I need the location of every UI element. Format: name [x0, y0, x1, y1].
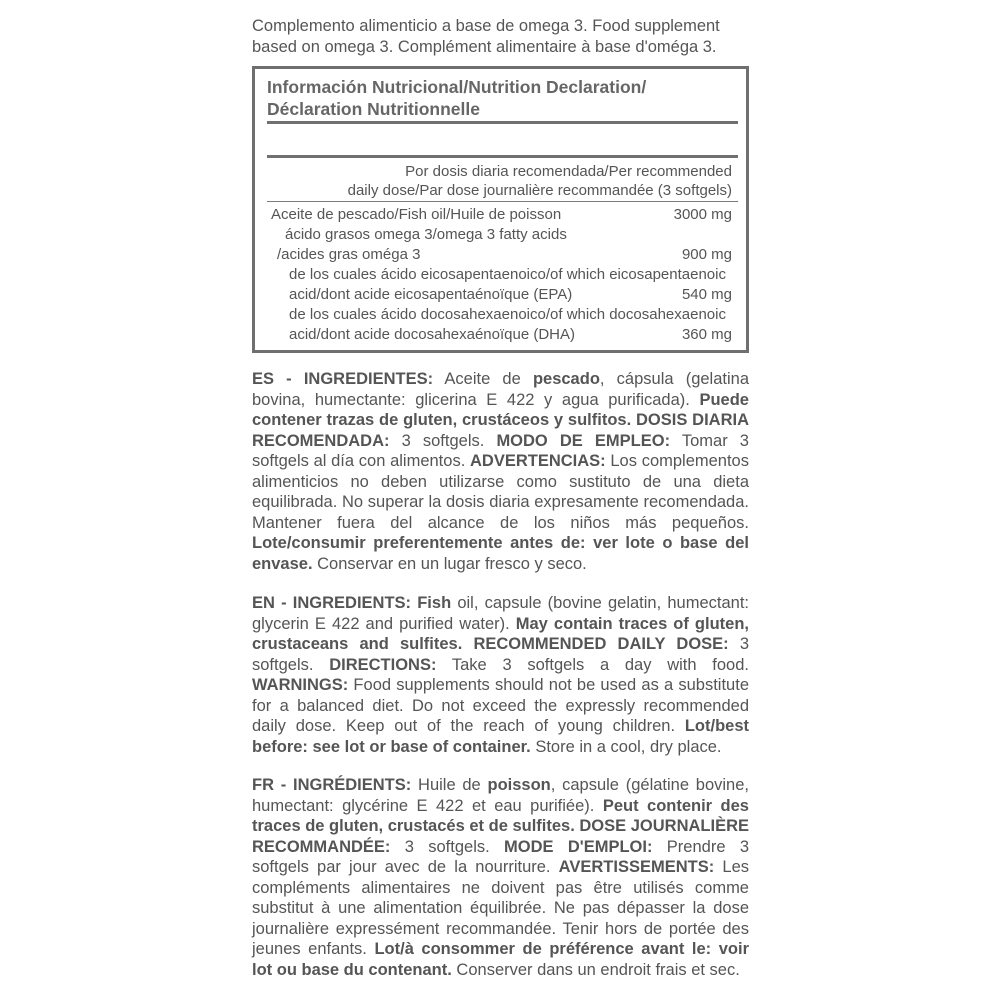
- text-segment: Aceite de: [433, 370, 533, 388]
- nutrient-value: 900 mg: [681, 246, 732, 263]
- text-segment: 3 softgels.: [252, 635, 749, 674]
- text-segment: Lot/à consommer de préférence avant le: voir lot ou base du contenant.: [252, 940, 750, 979]
- header-rule: [267, 155, 738, 158]
- text-segment: ES - INGREDIENTES:: [252, 370, 434, 388]
- text-segment: WARNINGS:: [252, 676, 349, 694]
- text-segment: , capsule (gélatine bovine, humectant: glycérine E 422 et eau purifiée).: [252, 776, 749, 815]
- french-ingredients-paragraph: [252, 775, 749, 980]
- per-dose-rule: [267, 201, 738, 202]
- nutrient-label-line1: ácido grasos omega 3/omega 3 fatty acids: [285, 226, 567, 243]
- text-segment: FR - INGRÉDIENTS:: [252, 776, 412, 794]
- per-dose-header: [348, 162, 732, 200]
- nutrient-value: 540 mg: [681, 286, 732, 303]
- text-segment: , cápsula (gelatina bovina, humectante: glicerina E 422 y agua purificada).: [252, 370, 750, 409]
- text-segment: Conserver dans un endroit frais et sec.: [451, 960, 740, 979]
- nutrient-row-epa: [289, 265, 732, 305]
- text-segment: Prendre 3 softgels par jour avec de la nourriture.: [252, 837, 750, 876]
- title-rule: [267, 121, 738, 124]
- text-segment: Take 3 softgels a day with food.: [436, 655, 749, 674]
- text-segment: Tomar 3 softgels al día con alimentos.: [252, 431, 749, 470]
- text-segment: AVERTISSEMENTS:: [558, 858, 715, 876]
- text-segment: Los complementos alimenticios no deben utilizarse como sustituto de una dieta equilibrada. No superar la dosis diaria expresamente recomendada. Mantener fuera del alcance de los niños más pequeños.: [252, 452, 749, 532]
- text-segment: Conservar en un lugar fresco y seco.: [312, 554, 587, 573]
- text-segment: Lote/consumir preferentemente antes de: ver lote o base del envase.: [252, 534, 749, 573]
- nutrient-label-line2: /acides gras oméga 3: [277, 246, 421, 263]
- text-segment: MODO DE EMPLEO:: [496, 431, 671, 450]
- text-segment: oil, capsule (bovine gelatin, humectant: glycerin E 422 and purified water).: [252, 594, 750, 633]
- per-dose-line1: Por dosis diaria recomendada/Per recommended: [405, 163, 732, 180]
- nutrient-row-omega3: [277, 225, 732, 265]
- nutrient-value: 360 mg: [681, 326, 732, 343]
- text-segment: 3 softgels.: [390, 837, 505, 856]
- per-dose-line2: daily dose/Par dose journalière recommandée (3 softgels): [347, 182, 732, 199]
- text-segment: Lot/best before: see lot or base of container.: [252, 717, 749, 756]
- english-ingredients-paragraph: [252, 593, 749, 757]
- nutrient-value: 3000 mg: [673, 206, 732, 223]
- nutrient-label-line2: acid/dont acide docosahexaénoïque (DHA): [289, 326, 576, 343]
- nutrient-row-fish-oil: [271, 205, 732, 225]
- spanish-ingredients-paragraph: [252, 369, 749, 574]
- text-segment: Store in a cool, dry place.: [530, 737, 722, 756]
- text-segment: Huile de: [411, 776, 488, 794]
- intro-text: Complemento alimenticio a base de omega 3. Food supplement based on omega 3. Complément alimentaire à base d'oméga 3.: [252, 17, 720, 56]
- text-segment: pescado: [532, 370, 600, 388]
- text-segment: Puede contener trazas de gluten, crustáceos y sulfitos. DOSIS DIARIA RECOMENDADA:: [252, 390, 749, 450]
- nutrition-title-line2: Déclaration Nutritionnelle: [267, 99, 480, 119]
- text-segment: DIRECTIONS:: [329, 655, 437, 674]
- text-segment: Les compléments alimentaires ne doivent pas être utilisés comme substitut à une alimentation équilibrée. Ne pas dépasser la dose journalière expressément recommandée. Tenir hors de portée des jeunes enfants.: [252, 858, 749, 958]
- text-segment: ADVERTENCIAS:: [469, 452, 606, 470]
- nutrition-table: [252, 66, 749, 353]
- text-segment: May contain traces of gluten, crustaceans and sulfites. RECOMMENDED DAILY DOSE:: [252, 614, 750, 653]
- text-segment: poisson: [487, 776, 551, 794]
- nutrient-label-line1: de los cuales ácido eicosapentaenoico/of which eicosapentaenoic: [289, 266, 726, 283]
- text-segment: 3 softgels.: [389, 431, 497, 450]
- text-segment: EN - INGREDIENTS: Fish: [252, 594, 452, 612]
- text-segment: Food supplements should not be used as a substitute for a balanced diet. Do not exceed the expressly recommended daily dose. Keep out of the reach of young children.: [252, 676, 749, 735]
- nutrient-label: Aceite de pescado/Fish oil/Huile de poisson: [271, 206, 562, 223]
- nutrient-label-line1: de los cuales ácido docosahexaenoico/of which docosahexaenoic: [289, 306, 726, 323]
- text-segment: Peut contenir des traces de gluten, crustacés et de sulfites. DOSE JOURNALIÈRE RECOMMANDÉE:: [252, 796, 749, 856]
- nutrition-title: [267, 76, 737, 120]
- nutrient-row-dha: [289, 305, 732, 345]
- nutrition-title-line1: Información Nutricional/Nutrition Declaration/: [267, 77, 647, 97]
- nutrient-label-line2: acid/dont acide eicosapentaénoïque (EPA): [289, 286, 573, 303]
- text-segment: MODE D'EMPLOI:: [504, 837, 653, 856]
